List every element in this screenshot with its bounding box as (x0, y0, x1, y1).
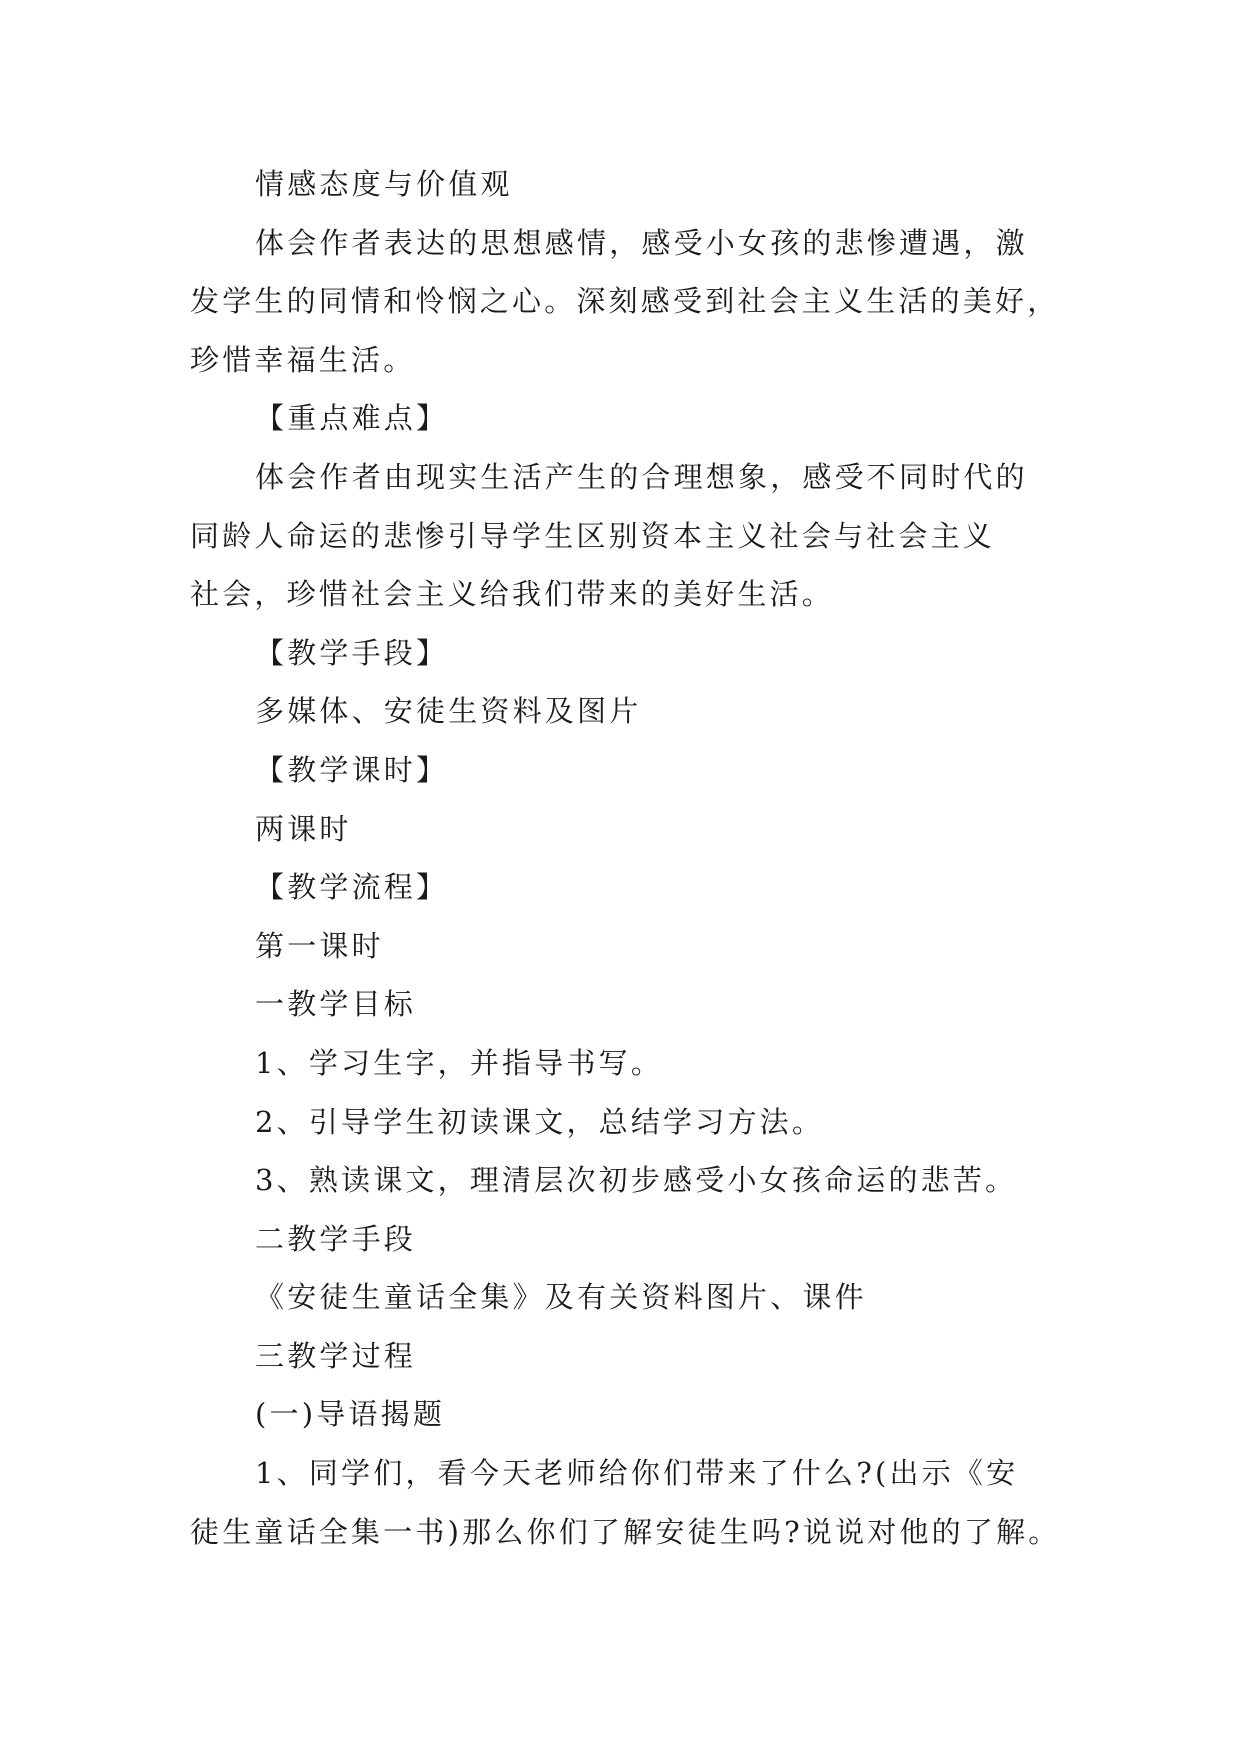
paragraph-line: 社会，珍惜社会主义给我们带来的美好生活。 (190, 577, 835, 612)
paragraph-line: (一)导语揭题 (255, 1397, 446, 1432)
section-heading: 【教学课时】 (255, 752, 449, 787)
list-item: 3、熟读课文，理清层次初步感受小女孩命运的悲苦。 (255, 1163, 1018, 1198)
section-heading: 【教学手段】 (255, 635, 449, 670)
paragraph-line: 多媒体、安徒生资料及图片 (255, 694, 642, 729)
paragraph-line: 《安徒生童话全集》及有关资料图片、课件 (255, 1280, 867, 1315)
paragraph-line: 体会作者表达的思想感情，感受小女孩的悲惨遭遇，激 (255, 225, 1028, 260)
section-heading: 【教学流程】 (255, 870, 449, 905)
section-heading: 【重点难点】 (255, 401, 449, 436)
paragraph-line: 发学生的同情和怜悯之心。深刻感受到社会主义生活的美好， (190, 284, 1060, 319)
list-item: 2、引导学生初读课文，总结学习方法。 (255, 1104, 825, 1139)
paragraph-line: 三教学过程 (255, 1338, 417, 1373)
paragraph-line: 珍惜幸福生活。 (190, 342, 416, 377)
paragraph-line: 同龄人命运的悲惨引导学生区别资本主义社会与社会主义 (190, 518, 996, 553)
list-item: 1、同学们，看今天老师给你们带来了什么?(出示《安 (255, 1456, 1019, 1491)
paragraph-line: 二教学手段 (255, 1221, 417, 1256)
paragraph-line: 第一课时 (255, 928, 384, 963)
paragraph-line: 徒生童话全集一书)那么你们了解安徒生吗?说说对他的了解。 (190, 1514, 1061, 1549)
paragraph-line: 体会作者由现实生活产生的合理想象，感受不同时代的 (255, 459, 1028, 494)
list-item: 1、学习生字，并指导书写。 (255, 1045, 664, 1080)
paragraph-line: 一教学目标 (255, 987, 417, 1022)
paragraph-line: 两课时 (255, 811, 352, 846)
document-body (190, 155, 1070, 1561)
section-heading: 情感态度与价值观 (255, 167, 513, 201)
